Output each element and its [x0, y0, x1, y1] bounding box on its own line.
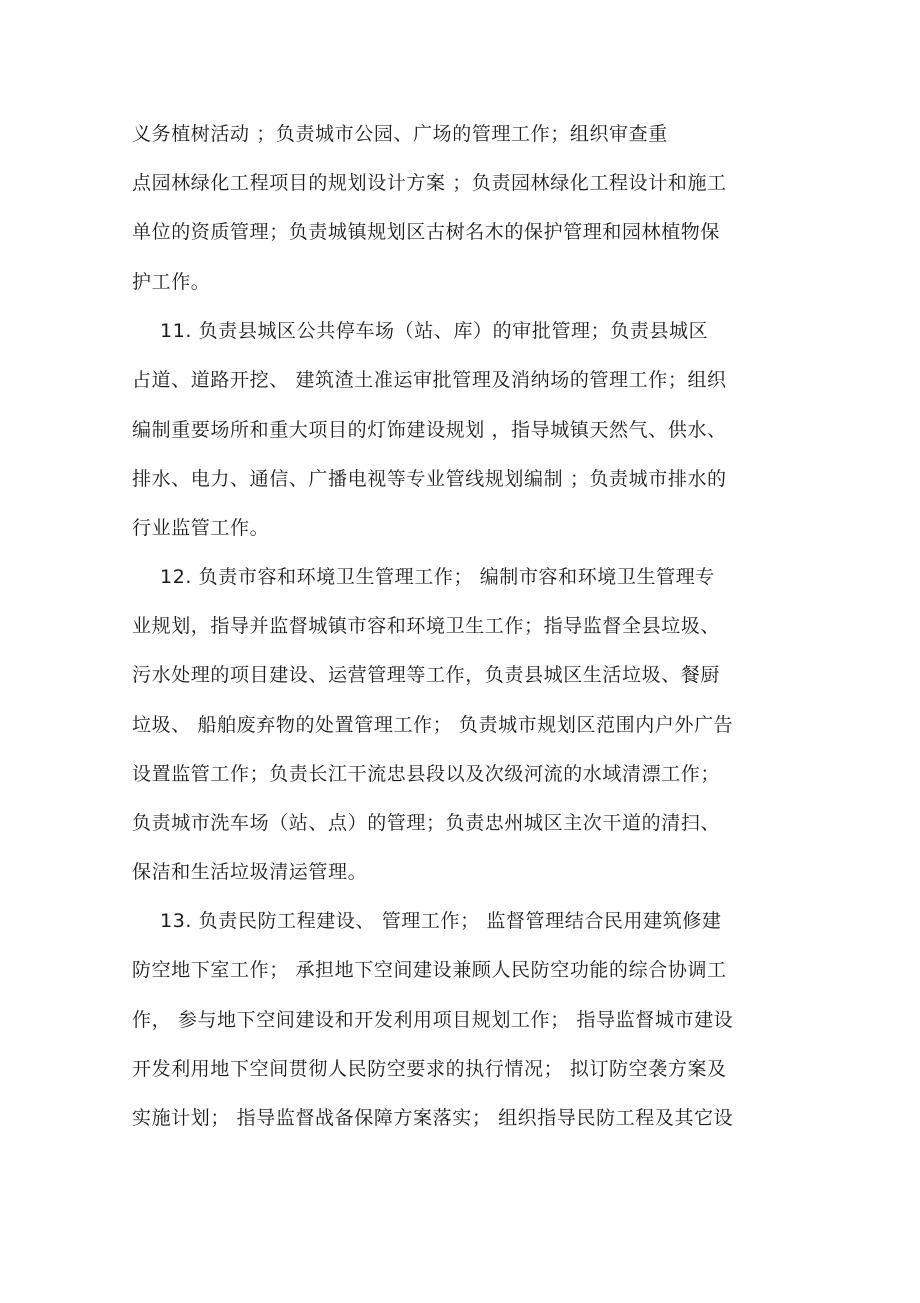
text-line: 编制重要场所和重大项目的灯饰建设规划 ，指导城镇天然气、供水、	[132, 419, 727, 441]
paragraph-12-first-line: 12. 负责市容和环境卫生管理工作； 编制市容和环境卫生管理专	[160, 566, 715, 588]
text-line: 业规划，指导并监督城镇市容和环境卫生工作；指导监督全县垃圾、	[132, 615, 721, 637]
text-line: 点园林绿化工程项目的规划设计方案 ；负责园林绿化工程设计和施工	[132, 172, 727, 194]
text-line: 负责城市洗车场（站、点）的管理；负责忠州城区主次干道的清扫、	[132, 812, 721, 834]
text-line: 保洁和生活垃圾清运管理。	[132, 861, 368, 883]
paragraph-13-first-line: 13. 负责民防工程建设、 管理工作； 监督管理结合民用建筑修建	[160, 910, 722, 932]
text-line: 排水、电力、通信、广播电视等专业管线规划编制 ；负责城市排水的	[132, 468, 727, 490]
text-line: 防空地下室工作； 承担地下空间建设兼顾人民防空功能的综合协调工	[132, 959, 727, 981]
text-line: 义务植树活动 ；负责城市公园、广场的管理工作；组织审查重	[132, 123, 668, 145]
text-line: 单位的资质管理；负责城镇规划区古树名木的保护管理和园林植物保	[132, 221, 721, 243]
text-line: 开发利用地下空间贯彻人民防空要求的执行情况； 拟订防空袭方案及	[132, 1058, 727, 1080]
text-line: 实施计划； 指导监督战备保障方案落实； 组织指导民防工程及其它设	[132, 1107, 734, 1129]
paragraph-11-first-line: 11. 负责县城区公共停车场（站、库）的审批管理；负责县城区	[160, 320, 709, 342]
text-line: 作， 参与地下空间建设和开发利用项目规划工作； 指导监督城市建设	[132, 1009, 734, 1031]
text-line: 设置监管工作；负责长江干流忠县段以及次级河流的水域清漂工作；	[132, 763, 721, 785]
text-line: 护工作。	[132, 271, 211, 293]
text-line: 污水处理的项目建设、运营管理等工作，负责县城区生活垃圾、餐厨	[132, 664, 721, 686]
text-line: 垃圾、 船舶废弃物的处置管理工作； 负责城市规划区范围内户外广告	[132, 714, 734, 736]
text-line: 行业监管工作。	[132, 517, 270, 539]
text-line: 占道、道路开挖、 建筑渣土准运审批管理及消纳场的管理工作；组织	[132, 369, 727, 391]
